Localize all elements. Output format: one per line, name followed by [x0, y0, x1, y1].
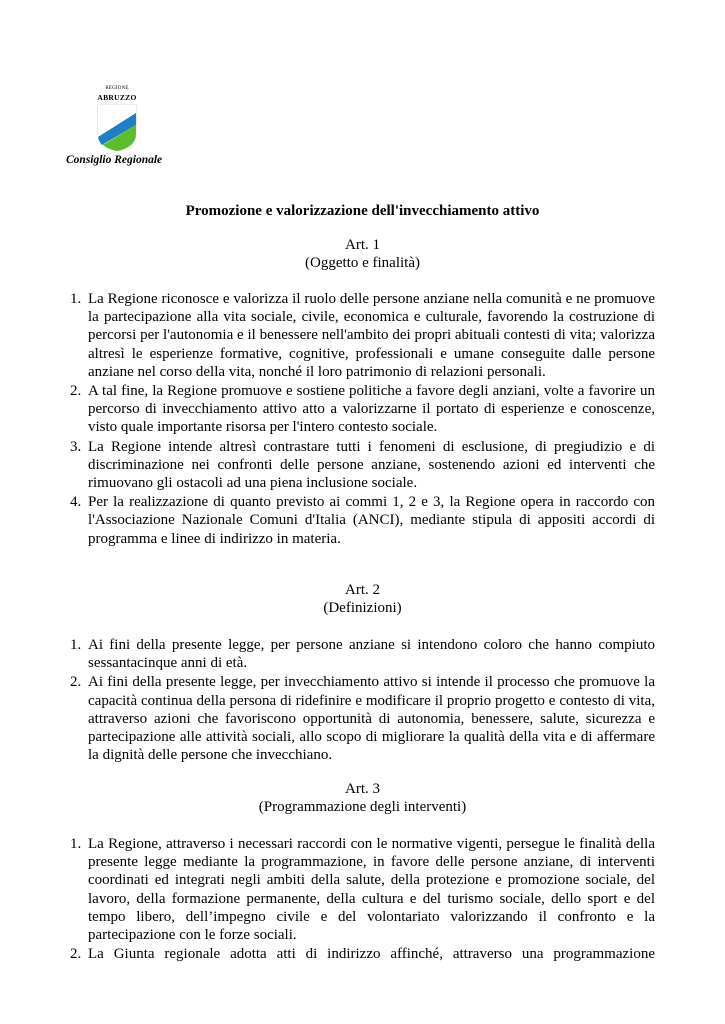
item-text: Ai fini della presente legge, per invecchiamento attivo si intende il processo che promuove la capacità continua della persona di ridefinire e modificare il proprio progetto e contesto di vita, attraverso azioni che favoriscono opportunità di autonomia, benessere, salute, sicurezza e partecipazione alle attività sociali, allo scopo di migliorare la qualità della vita e di affermare la dignità delle persone che invecchiano. — [88, 674, 655, 764]
item-number: 2. — [70, 674, 82, 691]
list-item — [70, 493, 655, 548]
item-text: La Regione, attraverso i necessari raccordi con le normative vigenti, persegue le finalità della presente legge mediante la programmazione, in favore delle persone anziane, di interventi coordinati ed integrati negli ambiti della salute, della protezione e promozione sociale, del lavoro, della formazione permanente, della cultura e del turismo sociale, dello sport e del tempo libero, dell’impegno civile e del volontariato valorizzando il confronto e la partecipazione con le forze sociali. — [88, 836, 655, 944]
item-number: 1. — [70, 291, 82, 307]
regional-council-logo — [66, 86, 170, 170]
item-text: A tal fine, la Regione promuove e sostiene politiche a favore degli anziani, volte a favorire un percorso di invecchiamento attivo atto a valorizzarne il portato di esperienze e conoscenze, visto quale importante risorsa per l'intero contesto sociale. — [88, 383, 655, 436]
article-subtitle: (Oggetto e finalità) — [305, 255, 420, 272]
item-text: Per la realizzazione di quanto previsto ai commi 1, 2 e 3, la Regione opera in raccordo con l'Associazione Nazionale Comuni d'Italia (ANCI), mediante stipula di appositi accordi di programma e linee di indirizzo in materia. — [88, 494, 655, 547]
article-number: Art. 2 — [345, 582, 380, 598]
list-item — [70, 673, 655, 764]
logo-region-label: REGIONE — [105, 86, 129, 91]
article-number: Art. 3 — [345, 781, 380, 797]
article-subtitle: (Definizioni) — [323, 600, 402, 617]
item-text: La Giunta regionale adotta atti di indirizzo affinché, attraverso una programmazione — [88, 946, 655, 963]
item-number: 1. — [70, 836, 82, 852]
list-item — [70, 636, 655, 672]
item-number: 4. — [70, 494, 82, 511]
item-text: La Regione intende altresì contrastare tutti i fenomeni di esclusione, di pregiudizio e di discriminazione nei confronti delle persone anziane, sostenendo azioni ed interventi che rimuovano gli ostacoli ad una piena inclusione sociale. — [88, 438, 655, 492]
article-1-items — [70, 290, 655, 548]
item-number: 2. — [70, 383, 82, 400]
article-3-items — [70, 835, 655, 963]
item-number: 3. — [70, 438, 82, 455]
article-2-heading — [70, 581, 655, 617]
item-text: La Regione riconosce e valorizza il ruolo delle persone anziane nella comunità e ne promuove la partecipazione alla vita sociale, civile, economica e culturale, favorendo la costruzione di percorsi per l'autonomia e il benessere nell'ambito dei propri abituali contesti di vita; valorizza altresì le esperienze formative, cognitive, professionali e umane conseguite dalle persone anziane nel corso della vita, nonché il loro patrimonio di relazioni personali. — [88, 291, 655, 380]
list-item — [70, 382, 655, 437]
logo-region-name: ABRUZZO — [97, 93, 137, 102]
article-2-items — [70, 636, 655, 764]
document-title: Promozione e valorizzazione dell'invecchiamento attivo — [185, 203, 540, 219]
logo-caption: Consiglio Regionale — [66, 154, 163, 166]
item-number: 1. — [70, 637, 82, 653]
article-subtitle: (Programmazione degli interventi) — [258, 799, 467, 816]
article-1-heading — [70, 236, 655, 272]
article-number: Art. 1 — [345, 237, 380, 253]
list-item — [70, 438, 655, 493]
list-item — [70, 945, 655, 963]
list-item — [70, 290, 655, 381]
abruzzo-shield-icon — [96, 103, 138, 153]
item-number: 2. — [70, 946, 82, 963]
list-item — [70, 835, 655, 944]
item-text: Ai fini della presente legge, per persone anziane si intendono coloro che hanno compiuto sessantacinque anni di età. — [88, 637, 655, 672]
article-3-heading — [70, 780, 655, 816]
